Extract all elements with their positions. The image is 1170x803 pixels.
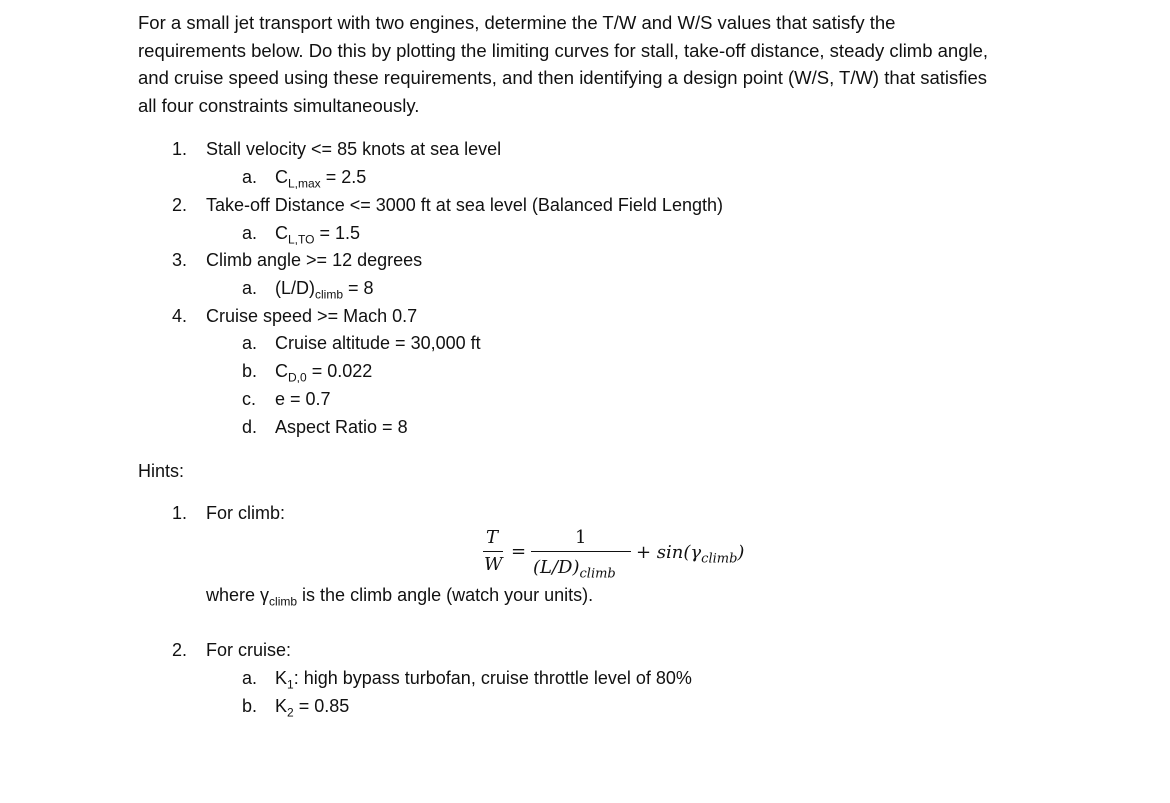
sub-item-letter: a. — [242, 668, 258, 688]
equation-lhs-fraction-bar — [483, 551, 503, 552]
equation-lhs-numerator: T — [486, 527, 499, 548]
sub-item-clmax: $C_{L,max} = 2.5$ — [275, 167, 367, 191]
sub-item-letter: a. — [242, 333, 258, 353]
requirement-number: 2. — [172, 195, 188, 215]
sub-item-letter: a. — [242, 167, 258, 187]
intro-line: and cruise speed using these requirements, and then identifying a design point (W/S, T/W) that satisfies — [138, 67, 988, 88]
requirement-number: 3. — [172, 250, 188, 270]
hint-number: 1. — [172, 503, 188, 523]
hint-number: 2. — [172, 640, 188, 660]
sub-item-letter: a. — [242, 223, 258, 243]
sub-item-oswald: e = 0.7 — [275, 389, 331, 409]
sub-item-ld-climb: $(L/D)_{climb} = 8$ — [275, 278, 374, 302]
requirement-cruise: Cruise speed >= Mach 0.7 — [206, 306, 418, 326]
sub-item-cruise-altitude: Cruise altitude = 30,000 ft — [275, 333, 481, 353]
intro-paragraph — [138, 9, 1138, 119]
hint-cruise-k2: $K_2 = 0.85$ — [275, 696, 350, 720]
intro-line: requirements below. Do this by plotting the limiting curves for stall, take-off distance, steady climb angle, — [138, 39, 989, 61]
sub-item-letter: c. — [242, 389, 257, 409]
sub-item-aspect-ratio: Aspect Ratio = 8 — [275, 417, 408, 437]
sub-item-clto: $C_{L,TO} = 1.5$ — [275, 223, 361, 247]
hint-climb-where: where $\gamma_{climb}$ is the climb angle (watch your units). — [206, 585, 594, 609]
sub-item-cd0: $C_{D,0} = 0.022$ — [275, 361, 373, 385]
intro-line: For a small jet transport with two engines, determine the T/W and W/S values that satisfy the — [138, 12, 896, 33]
hint-cruise-k1: $K_1$: high bypass turbofan, cruise throttle level of 80% — [275, 668, 692, 692]
sub-item-letter: a. — [242, 278, 258, 298]
equation-rhs-fraction-bar — [531, 551, 631, 552]
intro-line: all four constraints simultaneously. — [138, 94, 420, 116]
requirement-stall: Stall velocity <= 85 knots at sea level — [206, 139, 502, 159]
hints-heading: Hints: — [138, 461, 185, 481]
hint-cruise-label: For cruise: — [206, 640, 292, 660]
requirement-number: 4. — [172, 306, 188, 326]
equation-rhs-denominator: $(L/D)_{climb}$ — [533, 557, 616, 582]
requirement-climb: Climb angle >= 12 degrees — [206, 250, 423, 270]
requirement-takeoff: Take-off Distance <= 3000 ft at sea level (Balanced Field Length) — [206, 195, 723, 215]
sub-item-letter: d. — [242, 417, 258, 437]
equation-equals: = — [511, 541, 527, 562]
equation-sin-term: + $\sin(\gamma_{climb})$ — [636, 542, 745, 567]
sub-item-letter: b. — [242, 361, 258, 381]
hint-climb-label: For climb: — [206, 503, 286, 523]
sub-item-letter: b. — [242, 696, 258, 716]
equation-rhs-numerator: 1 — [575, 527, 587, 548]
equation-lhs-denominator: W — [484, 554, 503, 575]
requirement-number: 1. — [172, 139, 188, 159]
